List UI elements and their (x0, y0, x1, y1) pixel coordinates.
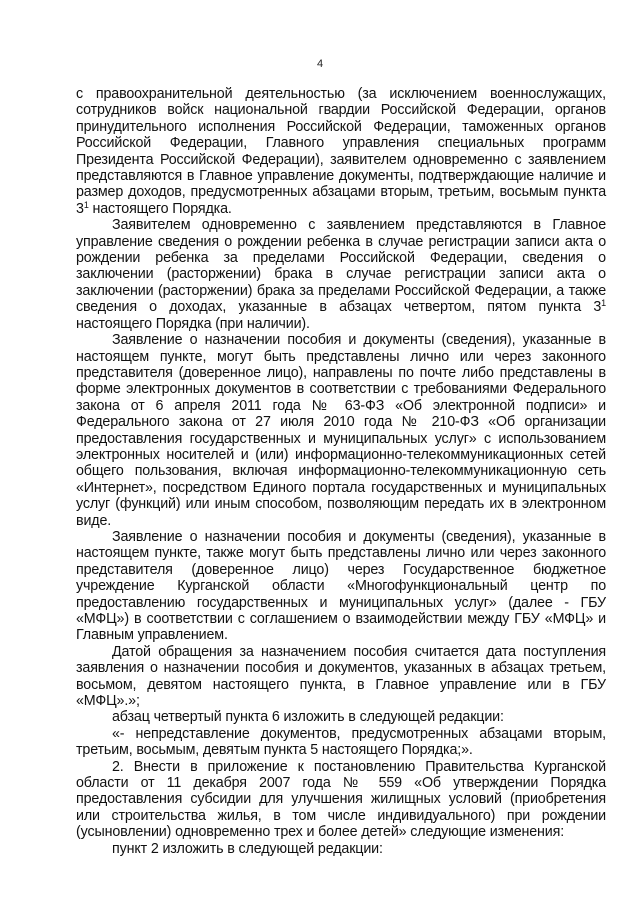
text-segment: Заявление о назначении пособия и документы (сведения), указанные в настоящем пункте, также могут быть представлены лично или через законного представителя (доверенное лицо) через Государственное бюджетное учреждение Курганской области «Многофункциональный центр по предоставлению государственных и муниципальных услуг» (далее - ГБУ «МФЦ») в соответствии с соглашением о взаимодействии между ГБУ «МФЦ» и Главным управлением. (76, 528, 606, 644)
text-segment: Заявителем одновременно с заявлением представляются в Главное управление сведения о рождении ребенка в случае регистрации записи акта о рождении ребенка за пределами Российской Федерации, сведения о заключении (расторжении) брака в случае регистрации записи акта о заключении (расторжении) брака за пределами Российской Федерации, а также сведения о доходах, указанные в абзацах четвертом, пятом пункта 3 (76, 217, 606, 316)
paragraph (76, 217, 606, 332)
paragraph (76, 332, 606, 529)
paragraph (76, 529, 606, 644)
text-segment: настоящего Порядка (при наличии). (76, 315, 310, 332)
paragraph (76, 86, 606, 217)
paragraph (76, 726, 606, 759)
text-segment: абзац четвертый пункта 6 изложить в следующей редакции: (112, 709, 504, 726)
document-body (76, 86, 606, 857)
text-segment: с правоохранительной деятельностью (за исключением военнослужащих, сотрудников войск национальной гвардии Российской Федерации, органов принудительного исполнения Российской Федерации, таможенных органов Российской Федерации, Главного управления специальных программ Президента Российской Федерации), заявителем одновременно с заявлением представляются в Главное управление документы, подтверждающие наличие и размер доходов, предусмотренных абзацами вторым, третьим, восьмым пункта 3 (76, 86, 606, 217)
text-segment: настоящего Порядка. (88, 200, 232, 217)
superscript: 1 (601, 298, 606, 309)
text-segment: пункт 2 изложить в следующей редакции: (112, 840, 383, 857)
paragraph (76, 759, 606, 841)
text-segment: Датой обращения за назначением пособия считается дата поступления заявления о назначении пособия и документов, указанных в абзацах третьем, восьмом, девятом настоящего пункта, в Главное управление или в ГБУ «МФЦ».»; (76, 643, 606, 710)
paragraph (76, 709, 606, 725)
paragraph (76, 644, 606, 710)
text-segment: «- непредставление документов, предусмотренных абзацами вторым, третьим, восьмым, девятым пункта 5 настоящего Порядка;». (76, 725, 606, 759)
page-number: 4 (316, 58, 324, 70)
paragraph (76, 841, 606, 857)
text-segment: Заявление о назначении пособия и документы (сведения), указанные в настоящем пункте, могут быть представлены лично или через законного представителя (доверенное лицо), направлены по почте либо представлены в форме электронных документов в соответствии с требованиями Федерального закона от 6 апреля 2011 года № 63-ФЗ «Об электронной подписи» и Федерального закона от 27 июля 2010 года № 210-ФЗ «Об организации предоставления государственных и муниципальных услуг» с использованием электронных носителей и (или) информационно-телекоммуникационных сетей общего пользования, включая информационно-телекоммуникационную сеть «Интернет», посредством Единого портала государственных и муниципальных услуг (функций) или иным способом, позволяющим передать их в электронном виде. (76, 332, 606, 529)
text-segment: 2. Внести в приложение к постановлению Правительства Курганской области от 11 декабря 2007 года № 559 «Об утверждении Порядка предоставления субсидии для улучшения жилищных условий (приобретения или строительства жилья, в том числе индивидуального) при рождении (усыновлении) одновременно трех и более детей» следующие изменения: (76, 758, 606, 841)
superscript: 1 (83, 199, 89, 210)
